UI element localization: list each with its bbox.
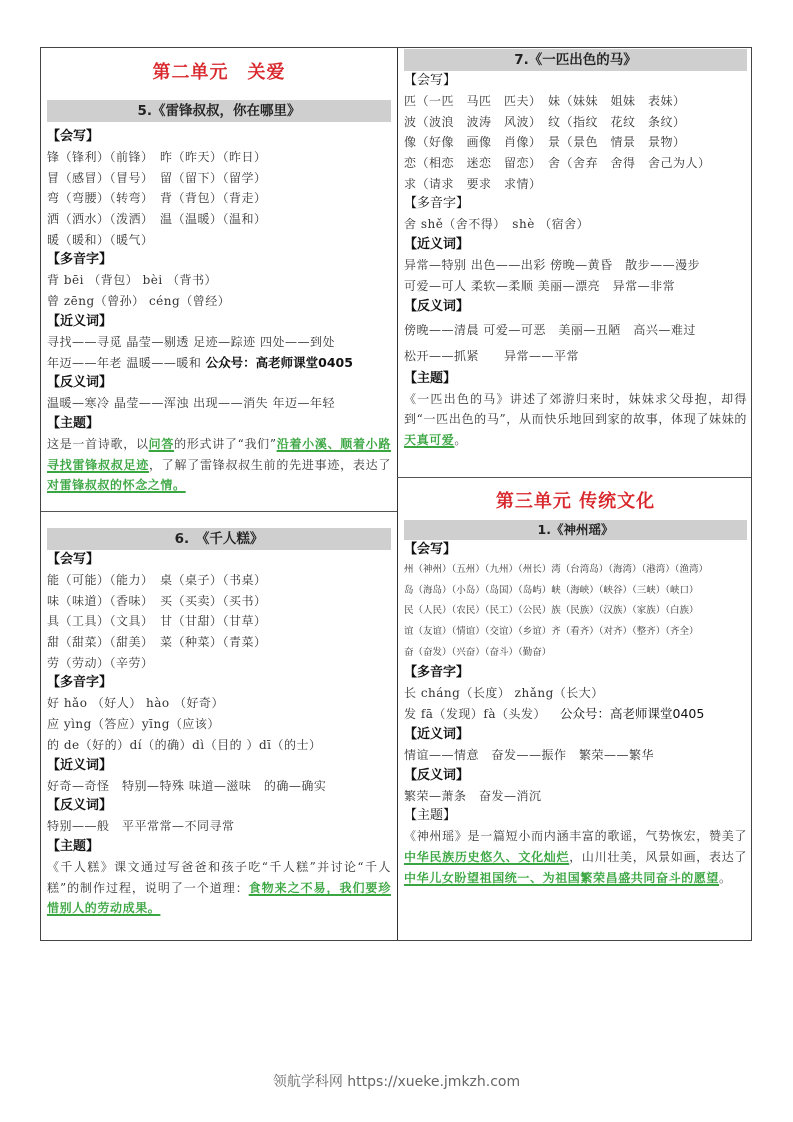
- lesson5-huixie-line: 暖（暖和）（暖气）: [47, 232, 154, 247]
- lesson5-duoyin-line: 背 bēi （背包） bèi （背书）: [47, 273, 218, 288]
- lesson6-panel: [41, 512, 397, 919]
- lesson5-huixie-line: 洒（洒水）（泼洒） 温（温暖）（温和）: [47, 212, 267, 227]
- unit3-lesson1-huixie-label: 【会写】: [404, 542, 457, 557]
- lesson5-huixie-line: 锋（锋利）（前锋） 昨（昨天）（昨日）: [47, 150, 267, 164]
- watermark-text: 公众号：高老师课堂0405: [560, 706, 705, 722]
- lesson6-huixie-line: 甜（甜菜）（甜美） 菜（种菜）（青菜）: [47, 635, 267, 650]
- lesson6-fanyi-label: 【反义词】: [47, 798, 113, 814]
- lesson7-duoyin-label: 【多音字】: [404, 196, 470, 212]
- lesson5-title: 5.《雷锋叔叔，你在哪里》: [47, 100, 391, 122]
- zhuti-text: 《一匹出色的马》讲述了郊游归来时，妹妹求父母抱，却得到“一匹出色的马”，从而快乐地回到家的故事，体现了妹妹的: [404, 391, 747, 427]
- unit3-lesson1-zhuti-text: [404, 826, 747, 888]
- lesson5-huixie-label: 【会写】: [47, 129, 100, 144]
- duoyin-text: 发 fā（发现）fà（头发）: [404, 707, 547, 722]
- unit3-lesson1-fanyi-line: 繁荣—萧条 奋发—消沉: [404, 788, 542, 803]
- lesson7-zhuti-label: 【主题】: [404, 370, 457, 386]
- zhuti-text: 。: [454, 432, 468, 447]
- lesson6-huixie-line: 能（可能）（能力） 桌（桌子）（书桌）: [47, 573, 267, 587]
- lesson7-huixie-line: 匹（一匹 马匹 匹夫） 妹（妹妹 姐妹 表妹）: [404, 94, 686, 108]
- lesson6-zhuti-text: [47, 857, 391, 919]
- watermark-text: 公众号：高老师课堂0405: [205, 354, 353, 370]
- zhuti-highlight: 中华儿女盼望祖国统一、为祖国繁荣昌盛共同奋斗的愿望: [404, 870, 720, 885]
- lesson6-duoyin-line: 好 hǎo （好人） hào （好奇）: [47, 696, 224, 711]
- lesson5-duoyin-label: 【多音字】: [47, 252, 113, 268]
- zhuti-highlight: 食物来之不易，我们要珍惜别人的劳动成果。: [47, 880, 391, 916]
- lesson5-panel: [41, 48, 397, 496]
- lesson5-jinyi-line-2: [47, 353, 391, 374]
- lesson7-jinyi-line: 可爱—可人 柔软—柔顺 美丽—漂亮 异常—非常: [404, 278, 676, 293]
- unit3-lesson1-huixie-line: 岛（海岛）（小岛）（岛国）（岛屿）峡（海峡）（峡谷）（三峡）（峡口）: [404, 584, 699, 596]
- zhuti-text: ，了解了雷锋叔叔生前的先进事迹，表达了: [148, 457, 391, 472]
- zhuti-text: 《神州瑶》是一篇短小而内涵丰富的歌谣，气势恢宏，赞美了: [404, 829, 747, 844]
- lesson5-duoyin-line: 曾 zēng（曾孙） céng（曾经）: [47, 294, 231, 309]
- zhuti-highlight: 天真可爱: [404, 432, 455, 447]
- lesson5-jinyi-label: 【近义词】: [47, 313, 113, 329]
- lesson6-jinyi-line: 好奇—奇怪 特别—特殊 味道—滋味 的确—确实: [47, 778, 327, 793]
- unit3-lesson1-zhuti-label: 【主题】: [404, 808, 457, 824]
- lesson7-huixie-line: 恋（相恋 迷恋 留恋） 舍（舍弃 舍得 舍己为人）: [404, 156, 711, 171]
- lesson5-huixie-line: 冒（感冒）（冒号） 留（留下）（留学）: [47, 170, 267, 185]
- unit3-lesson1-fanyi-label: 【反义词】: [404, 767, 470, 783]
- lesson5-zhuti-label: 【主题】: [47, 415, 100, 431]
- lesson5-jinyi-line: 寻找——寻觅 晶莹—剔透 足迹—踪迹 四处——到处: [47, 334, 335, 349]
- unit3-lesson1-panel: [398, 478, 753, 888]
- lesson5-fanyi-line: 温暖—寒冷 晶莹——浑浊 出现——消失 年迈—年轻: [47, 396, 335, 411]
- zhuti-highlight: 沿着小溪、顺着小路寻找雷锋叔叔足迹: [47, 436, 391, 472]
- zhuti-text: 的形式讲了“我们”: [174, 436, 277, 451]
- zhuti-text: ，山川壮美，风景如画，表达了: [569, 849, 747, 864]
- lesson6-duoyin-line: 应 yìng（答应）yīng（应该）: [47, 717, 220, 732]
- worksheet-frame: [40, 47, 752, 941]
- lesson6-fanyi-line: 特别——般 平平常常—不同寻常: [47, 819, 235, 834]
- unit3-title: 第三单元 传统文化: [495, 491, 656, 512]
- lesson6-huixie-line: 劳（劳动）（辛劳）: [47, 655, 154, 670]
- lesson5-huixie-line: 弯（弯腰）（转弯） 背（背包）（背走）: [47, 191, 267, 206]
- zhuti-text: 这是一首诗歌，以: [47, 436, 149, 451]
- unit3-lesson1-huixie-line: 民（人民）（农民）（民工）（公民）族（民族）（汉族）（家族）（白族）: [404, 605, 699, 617]
- unit3-lesson1-jinyi-line: 情谊——情意 奋发——振作 繁荣——繁华: [404, 747, 655, 762]
- lesson6-jinyi-label: 【近义词】: [47, 757, 113, 773]
- lesson5-zhuti-text: [47, 434, 391, 496]
- zhuti-text: 。: [719, 870, 732, 885]
- unit3-lesson1-duoyin-label: 【多音字】: [404, 665, 470, 681]
- unit3-lesson1-huixie-line: 州（神州）（五州）（九州）（州长）湾（台湾岛）（海湾）（港湾）（渔湾）: [404, 564, 709, 575]
- lesson7-huixie-line: 波（波浪 波涛 风波） 纹（指纹 花纹 条纹）: [404, 114, 686, 129]
- footer-source: 领航学科网 https://xueke.jmkzh.com: [272, 1074, 521, 1090]
- lesson7-fanyi-line: 松开——抓紧 异常——平常: [404, 348, 580, 363]
- lesson5-jinyi-text: 年迈——年老 温暖——暖和: [47, 355, 202, 370]
- lesson7-fanyi-line: 傍晚——清晨 可爱—可恶 美丽—丑陋 高兴—难过: [404, 322, 696, 337]
- lesson6-huixie-label: 【会写】: [47, 552, 100, 567]
- lesson6-huixie-line: 味（味道）（香味） 买（买卖）（买书）: [47, 593, 267, 608]
- zhuti-highlight: 中华民族历史悠久、文化灿烂: [404, 849, 570, 864]
- lesson7-jinyi-label: 【近义词】: [404, 237, 470, 253]
- lesson5-fanyi-label: 【反义词】: [47, 375, 113, 391]
- zhuti-highlight: 对雷锋叔叔的怀念之情。: [47, 478, 186, 493]
- unit3-lesson1-duoyin-line-2: [404, 704, 747, 725]
- lesson6-duoyin-line: 的 de（好的）dí（的确）dì（目的 ）dī（的士）: [47, 737, 322, 752]
- unit3-lesson1-huixie-line: 谊（友谊）（情谊）（交谊）（乡谊）齐（看齐）（对齐）（整齐）（齐全）: [404, 626, 699, 638]
- unit3-lesson1-title: 1.《神州瑶》: [404, 520, 747, 540]
- lesson6-huixie-line: 具（工具）（文具） 甘（甘甜）（甘草）: [47, 614, 267, 629]
- lesson7-title: 7.《一匹出色的马》: [404, 49, 747, 71]
- lesson7-jinyi-line: 异常—特别 出色——出彩 傍晚—黄昏 散步——漫步: [404, 258, 701, 273]
- lesson7-duoyin-line: 舍 shě（舍不得） shè （宿舍）: [404, 217, 590, 232]
- unit2-title: 第二单元 关爱: [152, 62, 286, 83]
- lesson6-duoyin-label: 【多音字】: [47, 675, 113, 691]
- zhuti-text: 《千人糕》课文通过写爸爸和孩子吃“千人糕”并讨论“千人糕”的制作过程，说明了一个道理：: [47, 859, 391, 895]
- lesson7-panel: [398, 48, 753, 451]
- lesson7-zhuti-text: [404, 389, 747, 451]
- lesson6-zhuti-label: 【主题】: [47, 838, 100, 854]
- unit3-lesson1-huixie-line: 奋（奋发）（兴奋）（奋斗）（勤奋）: [404, 646, 552, 658]
- unit3-lesson1-jinyi-label: 【近义词】: [404, 726, 470, 742]
- lesson7-huixie-line: 求（请求 要求 求情）: [404, 176, 542, 191]
- lesson7-fanyi-label: 【反义词】: [404, 298, 470, 314]
- unit3-lesson1-duoyin-line: 长 cháng（长度） zhǎng（长大）: [404, 686, 604, 701]
- lesson7-huixie-label: 【会写】: [404, 73, 457, 88]
- zhuti-highlight: 问答: [148, 436, 175, 451]
- lesson7-huixie-line: 像（好像 画像 肖像） 景（景色 情景 景物）: [404, 135, 686, 150]
- lesson6-title: 6. 《千人糕》: [47, 528, 391, 550]
